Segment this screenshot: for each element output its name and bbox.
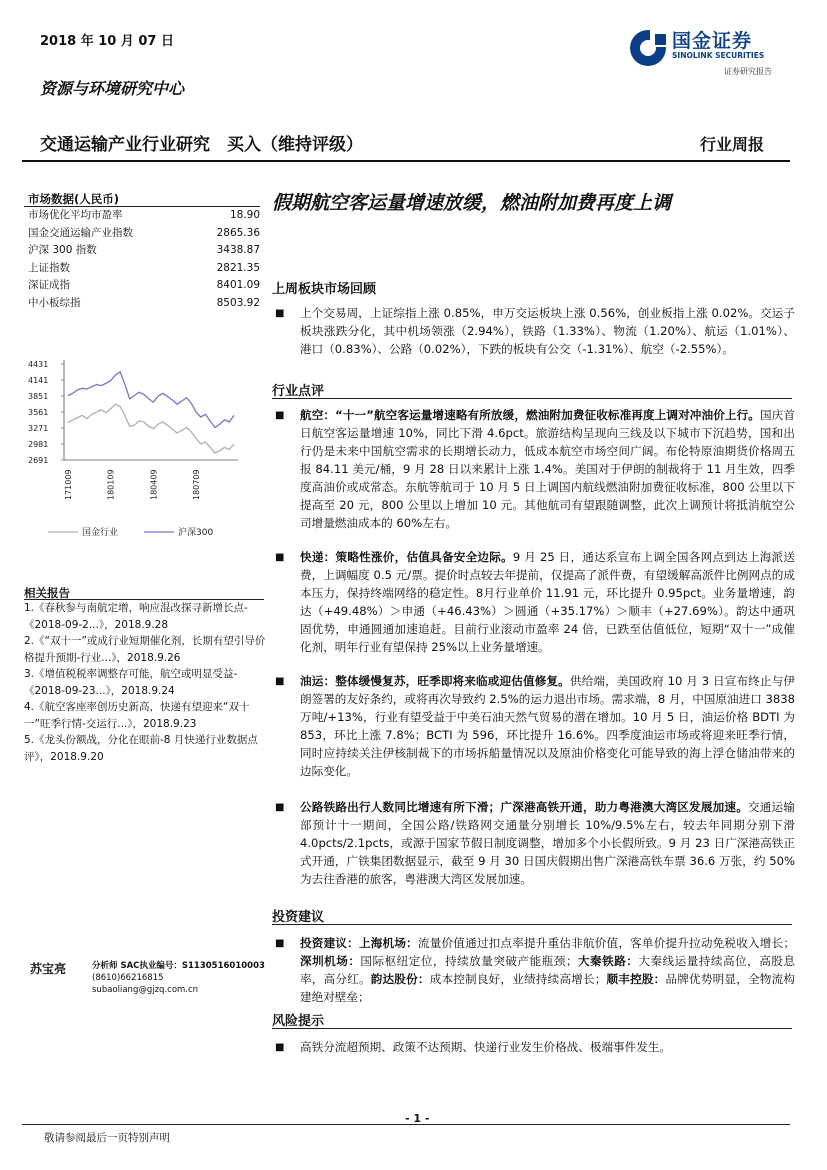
section-divider xyxy=(272,1028,792,1029)
header-divider xyxy=(22,160,790,162)
legend-label: 国金行业 xyxy=(82,528,119,538)
invest-span: 顺丰控股： xyxy=(606,972,666,986)
risk-text: 高铁分流超预期、政策不达预期、快递行业发生价格战、极端事件发生。 xyxy=(300,1040,672,1054)
page-number: - 1 - xyxy=(405,1112,430,1125)
bullet-icon: ■ xyxy=(275,802,285,813)
bullet-icon: ■ xyxy=(275,938,285,949)
market-label: 深证成指 xyxy=(28,279,70,291)
invest-span: 韵达股份： xyxy=(370,972,430,986)
analyst-info xyxy=(92,960,265,996)
series-line xyxy=(68,404,234,453)
report-title: 假期航空客运量增速放缓，燃油附加费再度上调 xyxy=(272,192,672,214)
section-investment: 投资建议 xyxy=(272,910,325,925)
express-lead: 快递：策略性涨价，估值具备安全边际。 xyxy=(300,550,513,564)
oil-shipping-paragraph xyxy=(300,672,795,780)
section-risk: 风险提示 xyxy=(272,1014,325,1029)
oil-shipping-text: 供给端，美国政府 10 月 3 日宣布终止与伊朗签署的友好条约，或将再次导致约 2.5%的运力退出市场。需求端，8 月，中国原油进口 3838 万吨/+13%，行业有望受益于中美石油天然气贸易的潜在增加。10 月 5 日，油运价格 BDTI 为 853，环比上涨 7.8%；BCTI 为 596，环比提升 16.6%。四季度油运市场或将迎来旺季行情，同时应持续关注伊核制裁下的市场拆船量情况以及原油价格变化可能导致的海上浮仓储油带来的边际变化。 xyxy=(300,674,795,778)
invest-span: 大秦线运量持续高位，高股息率，高分红。 xyxy=(300,954,795,986)
oil-shipping-lead: 油运：整体缓慢复苏，旺季即将来临或迎估值修复。 xyxy=(300,674,570,688)
y-tick-label: 4141 xyxy=(28,376,49,385)
market-row xyxy=(28,225,260,243)
bullet-icon: ■ xyxy=(275,676,285,687)
market-row xyxy=(28,295,260,313)
section-divider xyxy=(272,924,792,925)
x-tick-label: 180109 xyxy=(106,469,116,500)
x-tick-label: 180409 xyxy=(149,469,159,500)
y-tick-label: 3271 xyxy=(28,424,49,433)
y-tick-label: 3851 xyxy=(28,392,49,401)
invest-span: 大秦铁路： xyxy=(577,954,639,968)
x-tick-label: 171009 xyxy=(64,469,73,500)
research-center: 资源与环境研究中心 xyxy=(40,79,185,98)
invest-span: 流量价值通过扣点率提升重估非航价值，客单价提升拉动免税收入增长； xyxy=(417,936,795,950)
express-text: 9 月 25 日，通达系宣布上调全国各网点到达上海派送费，上调幅度 0.5 元/票。提价时点较去年提前，仅提高了派件费，有望缓解高派件比例网点的成本压力，保持终端网络的稳定性。8月行业单价 11.91 元，环比提升 0.95pct。业务量增速，韵达（+49.48%）＞申通（+46.43%）＞圆通（+35.17%）＞顺丰（+27.69%）。韵达中通巩固优势，申通圆通加速追赶。目前行业滚动市盈率 24 倍，已跌至估值低位，短期“双十一”成催化剂，明年行业有望保持 25%以上业务量增速。 xyxy=(300,550,795,654)
legend-label: 沪深300 xyxy=(178,528,214,538)
aviation-text: 国庆首日航空客运量增速 10%，同比下滑 4.6pct。旅游结构呈现向三线及以下城市下沉趋势，国和出行仍是未来中国航空需求的长期增长动力，低成本航空市场空间广阔。布伦特原油期货价格周五报 84.11 美元/桶，9 月 28 日以来累计上涨 1.4%。美国对于伊朗的制裁将于 11 月生效，四季度高油价或成常态。东航等航司于 10 月 5 日上调国内航线燃油附加费征收标准，800 公里以下提高至 20 元，800 公里以上增加 10 元。其他航司有望跟随调整，此次上调预计将抵消航空公司增量燃油成本的 60%左右。 xyxy=(300,408,795,530)
y-tick-label: 3561 xyxy=(28,408,49,417)
x-tick-label: 180709 xyxy=(192,469,202,500)
market-value: 3438.87 xyxy=(216,244,260,256)
analyst-sac: 分析师 SAC执业编号：S1130516010003 xyxy=(92,961,265,971)
market-row xyxy=(28,242,260,260)
related-reports-list xyxy=(24,600,268,765)
investment-paragraph xyxy=(300,934,795,1006)
sector-rating: 交通运输产业行业研究 买入（维持评级） xyxy=(40,135,363,155)
related-report-link[interactable]: 4.《航空客座率创历史新高，快递有望迎来“双十一”旺季行情-交运行...》，2018.9.23 xyxy=(24,701,250,730)
market-value: 18.90 xyxy=(229,209,260,221)
bullet-icon: ■ xyxy=(275,308,285,319)
report-date: 2018 年 10 月 07 日 xyxy=(40,34,174,49)
market-row xyxy=(28,260,260,278)
related-report-link[interactable]: 1.《春秋参与南航定增，响应混改探寻新增长点-《2018-09-2...》，2018.9.28 xyxy=(24,602,248,631)
road-rail-paragraph xyxy=(300,798,795,888)
market-value: 2821.35 xyxy=(216,261,260,274)
related-reports-title: 相关报告 xyxy=(24,586,70,600)
market-value: 2865.36 xyxy=(216,226,260,239)
y-tick-label: 2981 xyxy=(28,440,49,449)
logo-english-name: SINOLINK SECURITIES xyxy=(672,51,765,60)
invest-span: 品牌优势明显，全物流构建绝对壁垒； xyxy=(300,972,795,1004)
logo-chinese-name: 国金证券 xyxy=(672,30,753,52)
invest-span: 国际枢纽定位，持续放量突破产能瓶颈； xyxy=(360,954,578,968)
bullet-icon: ■ xyxy=(275,1042,285,1053)
analyst-name: 苏宝亮 xyxy=(30,962,67,976)
y-tick-label: 2691 xyxy=(28,456,49,465)
express-paragraph xyxy=(300,548,795,656)
market-label: 市场优化平均市盈率 xyxy=(28,209,123,221)
market-row xyxy=(28,277,260,295)
market-label: 沪深 300 指数 xyxy=(28,244,97,256)
related-report-link[interactable]: 5.《龙头份额战，分化在眼前-8 月快递行业数据点评》，2018.9.20 xyxy=(24,734,258,763)
y-tick-label: 4431 xyxy=(28,360,49,369)
market-label: 中小板综指 xyxy=(28,296,81,309)
bullet-icon: ■ xyxy=(275,410,285,421)
analyst-email[interactable]: subaoliang@gjzq.com.cn xyxy=(92,985,199,995)
market-value: 8503.92 xyxy=(216,296,260,309)
aviation-paragraph xyxy=(300,406,795,532)
index-chart xyxy=(26,352,262,552)
section-market-review: 上周板块市场回顾 xyxy=(272,282,377,297)
aviation-lead: 航空：“十一”航空客运量增速略有所放缓，燃油附加费征收标准再度上调对冲油价上行。 xyxy=(300,408,760,422)
related-report-link[interactable]: 3.《增值税税率调整存可能，航空或明显受益-《2018-09-23...》，2018.9.24 xyxy=(24,668,238,697)
road-rail-text: 交通运输部预计十一期间，全国公路/铁路网交通量分别增长 10%/9.5%左右，较去年同期分别下滑 4.0pcts/2.1pcts，或源于国家节假日制度调整，增加多个小长假所致。9 月 23 日广深港高铁正式开通，广铁集团数据显示，截至 9 月 30 日国庆假期出售广深港高铁车票 36.6 万张，约 50%为去往香港的旅客，粤港澳大湾区发展加速。 xyxy=(300,800,795,886)
section-divider xyxy=(272,398,792,399)
logo-subtitle: 证券研究报告 xyxy=(724,67,772,76)
sinolink-logo-icon xyxy=(628,28,668,68)
market-label: 国金交通运输产业指数 xyxy=(28,226,133,239)
road-rail-lead: 公路铁路出行人数同比增速有所下滑；广深港高铁开通，助力粤港澳大湾区发展加速。 xyxy=(300,800,749,814)
market-data-table xyxy=(28,207,260,312)
market-row xyxy=(28,207,260,225)
market-label: 上证指数 xyxy=(28,261,70,274)
invest-span: 上海机场： xyxy=(358,936,418,950)
index-chart-svg xyxy=(26,352,262,552)
bullet-icon: ■ xyxy=(275,552,285,563)
invest-span: 深圳机场： xyxy=(300,954,361,968)
report-type: 行业周报 xyxy=(700,135,765,154)
series-line xyxy=(68,372,234,428)
market-data-title: 市场数据(人民币) xyxy=(28,192,120,206)
market-review-text: 上个交易周，上证综指上涨 0.85%，申万交运板块上涨 0.56%，创业板指上涨 0.02%。交运子板块涨跌分化，其中机场领涨（2.94%），铁路（1.33%）、物流（1.20%）、航运（1.01%）、港口（0.83%）、公路（0.02%），下跌的板块有公交（-1.31%）、航空（-2.55%）。 xyxy=(300,306,795,356)
invest-span: 投资建议： xyxy=(300,936,359,950)
analyst-phone: (8610)66216815 xyxy=(92,973,164,983)
section-industry-comment: 行业点评 xyxy=(272,384,325,399)
disclaimer-note: 敬请参阅最后一页特别声明 xyxy=(44,1132,170,1144)
related-report-link[interactable]: 2.《“双十一”或成行业短期催化剂，长期有望引导价格提升预期-行业...》，2018.9.26 xyxy=(24,635,266,664)
market-value: 8401.09 xyxy=(216,279,260,291)
brand-logo xyxy=(628,26,798,80)
invest-span: 成本控制良好，业绩持续高增长； xyxy=(429,972,607,986)
